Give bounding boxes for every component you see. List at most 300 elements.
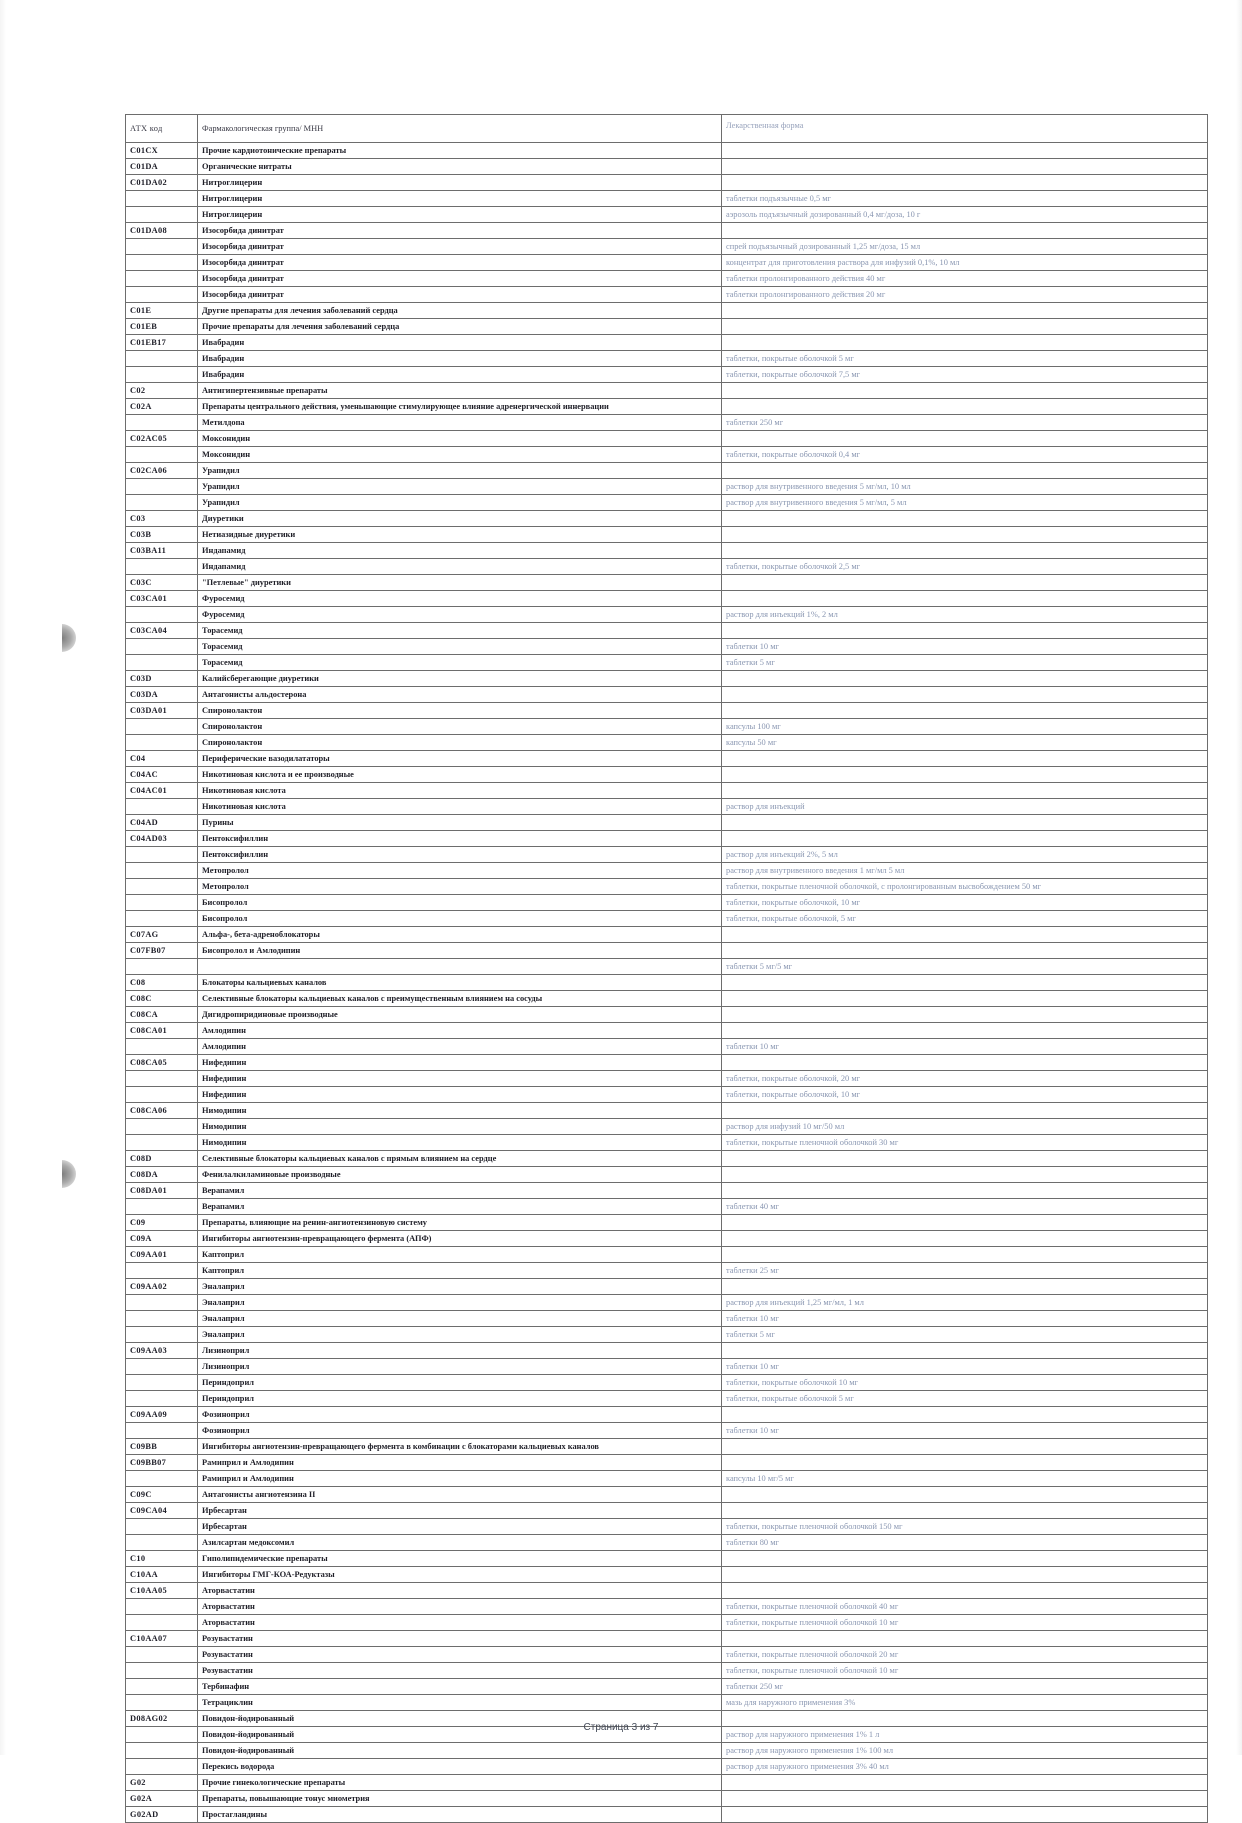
drug-name-cell: Фуросемид [198, 607, 722, 623]
drug-name-cell: Спиронолактон [198, 703, 722, 719]
drug-name-cell: Эналаприл [198, 1279, 722, 1295]
drug-name-cell: Никотиновая кислота [198, 799, 722, 815]
header-dosage-form: Лекарственная форма [722, 115, 1208, 143]
table-row [126, 399, 1208, 415]
drug-name-cell: Изосорбида динитрат [198, 287, 722, 303]
dosage-form-cell [722, 1055, 1208, 1071]
atc-code-cell: C08C [126, 991, 198, 1007]
drug-name-cell: Азилсартан медоксомил [198, 1535, 722, 1551]
atc-code-cell [126, 287, 198, 303]
drug-name-cell: Перекись водорода [198, 1759, 722, 1775]
table-row [126, 1311, 1208, 1327]
table-row [126, 191, 1208, 207]
dosage-form-cell: таблетки 10 мг [722, 1359, 1208, 1375]
atc-code-cell: C10AA05 [126, 1583, 198, 1599]
table-row [126, 1695, 1208, 1711]
table-row [126, 447, 1208, 463]
table-row [126, 1167, 1208, 1183]
dosage-form-cell [722, 1775, 1208, 1791]
table-row [126, 1631, 1208, 1647]
drug-name-cell: Изосорбида динитрат [198, 255, 722, 271]
atc-code-cell [126, 1695, 198, 1711]
dosage-form-cell [722, 831, 1208, 847]
dosage-form-cell: таблетки 25 мг [722, 1263, 1208, 1279]
table-row [126, 511, 1208, 527]
dosage-form-cell: таблетки, покрытые оболочкой, 10 мг [722, 895, 1208, 911]
dosage-form-cell: раствор для инъекций 2%, 5 мл [722, 847, 1208, 863]
table-row [126, 1199, 1208, 1215]
table-row [126, 495, 1208, 511]
dosage-form-cell: таблетки, покрытые пленочной оболочкой 10 мг [722, 1663, 1208, 1679]
dosage-form-cell: раствор для инъекций [722, 799, 1208, 815]
atc-code-cell [126, 1599, 198, 1615]
drug-name-cell: Нимодипин [198, 1103, 722, 1119]
dosage-form-cell [722, 1103, 1208, 1119]
atc-code-cell [126, 1119, 198, 1135]
dosage-form-cell [722, 975, 1208, 991]
dosage-form-cell [722, 687, 1208, 703]
atc-code-cell: C01CX [126, 143, 198, 159]
atc-code-cell [126, 639, 198, 655]
atc-code-cell: C10AA [126, 1567, 198, 1583]
dosage-form-cell: мазь для наружного применения 3% [722, 1695, 1208, 1711]
drug-name-cell: Розувастатин [198, 1647, 722, 1663]
table-row [126, 367, 1208, 383]
dosage-form-cell: спрей подъязычный дозированный 1,25 мг/доза, 15 мл [722, 239, 1208, 255]
table-row [126, 207, 1208, 223]
drug-name-cell: Пентоксифиллин [198, 847, 722, 863]
table-row [126, 1807, 1208, 1823]
atc-code-cell: G02A [126, 1791, 198, 1807]
dosage-form-cell: раствор для наружного применения 1% 100 мл [722, 1743, 1208, 1759]
atc-code-cell [126, 1071, 198, 1087]
atc-code-cell: C09AA09 [126, 1407, 198, 1423]
page-number: Страница 3 из 7 [583, 1722, 659, 1733]
dosage-form-cell [722, 1407, 1208, 1423]
table-row [126, 1551, 1208, 1567]
table-row [126, 1263, 1208, 1279]
dosage-form-cell: раствор для инъекций 1%, 2 мл [722, 607, 1208, 623]
drug-name-cell: Нифедипин [198, 1071, 722, 1087]
dosage-form-cell [722, 1183, 1208, 1199]
dosage-form-cell: капсулы 100 мг [722, 719, 1208, 735]
table-row [126, 1231, 1208, 1247]
table-row [126, 735, 1208, 751]
table-header-row [126, 115, 1208, 143]
drug-name-cell: Пентоксифиллин [198, 831, 722, 847]
dosage-form-cell: таблетки, покрытые оболочкой 5 мг [722, 1391, 1208, 1407]
atc-code-cell [126, 879, 198, 895]
atc-code-cell: C07FB07 [126, 943, 198, 959]
table-row [126, 799, 1208, 815]
dosage-form-cell: таблетки 10 мг [722, 1311, 1208, 1327]
dosage-form-cell: таблетки 10 мг [722, 639, 1208, 655]
drug-name-cell: Урапидил [198, 479, 722, 495]
dosage-form-cell [722, 1151, 1208, 1167]
drug-name-cell: Периферические вазодилататоры [198, 751, 722, 767]
header-pharmacological-group: Фармакологическая группа/ МНН [198, 115, 722, 143]
atc-code-cell: C09AA03 [126, 1343, 198, 1359]
atc-code-cell [126, 607, 198, 623]
drug-name-cell: Аторвастатин [198, 1599, 722, 1615]
dosage-form-cell [722, 575, 1208, 591]
dosage-form-cell: таблетки, покрытые пленочной оболочкой, с пролонгированным высвобождением 50 мг [722, 879, 1208, 895]
atc-code-cell: C01DA08 [126, 223, 198, 239]
drug-name-cell: Розувастатин [198, 1663, 722, 1679]
atc-code-cell: C09C [126, 1487, 198, 1503]
atc-code-cell: C03 [126, 511, 198, 527]
drug-name-cell: Антагонисты альдостерона [198, 687, 722, 703]
table-row [126, 1327, 1208, 1343]
drug-name-cell: Торасемид [198, 639, 722, 655]
atc-code-cell [126, 911, 198, 927]
dosage-form-cell: раствор для наружного применения 3% 40 мл [722, 1759, 1208, 1775]
dosage-form-cell [722, 591, 1208, 607]
header-atc-code: АТХ код [126, 115, 198, 143]
dosage-form-cell [722, 671, 1208, 687]
atc-code-cell [126, 1327, 198, 1343]
dosage-form-cell: таблетки, покрытые оболочкой 10 мг [722, 1375, 1208, 1391]
drug-name-cell: Спиронолактон [198, 719, 722, 735]
table-row [126, 271, 1208, 287]
drug-name-cell: Рамиприл и Амлодипин [198, 1471, 722, 1487]
drug-name-cell: Ирбесартан [198, 1519, 722, 1535]
table-row [126, 1391, 1208, 1407]
dosage-form-cell [722, 1631, 1208, 1647]
atc-code-cell [126, 1519, 198, 1535]
atc-code-cell: C03C [126, 575, 198, 591]
table-row [126, 1215, 1208, 1231]
table-row [126, 607, 1208, 623]
atc-code-cell [126, 207, 198, 223]
table-row [126, 463, 1208, 479]
table-row [126, 255, 1208, 271]
dosage-form-cell [722, 303, 1208, 319]
dosage-form-cell: раствор для внутривенного введения 5 мг/мл, 10 мл [722, 479, 1208, 495]
table-row [126, 1775, 1208, 1791]
atc-code-cell [126, 1359, 198, 1375]
table-row [126, 1119, 1208, 1135]
drug-name-cell: Тербинафин [198, 1679, 722, 1695]
atc-code-cell [126, 1135, 198, 1151]
table-row [126, 1455, 1208, 1471]
atc-code-cell [126, 239, 198, 255]
dosage-form-cell: таблетки 5 мг [722, 655, 1208, 671]
atc-code-cell: C10 [126, 1551, 198, 1567]
dosage-form-cell: таблетки, покрытые оболочкой 5 мг [722, 351, 1208, 367]
atc-code-cell [126, 447, 198, 463]
table-row [126, 687, 1208, 703]
drug-name-cell: Периндоприл [198, 1391, 722, 1407]
atc-code-cell [126, 1295, 198, 1311]
atc-code-cell: C08CA06 [126, 1103, 198, 1119]
table-row [126, 623, 1208, 639]
table-row [126, 1759, 1208, 1775]
table-row [126, 1295, 1208, 1311]
table-row [126, 527, 1208, 543]
table-row [126, 703, 1208, 719]
dosage-form-cell: таблетки 250 мг [722, 415, 1208, 431]
table-row [126, 543, 1208, 559]
drug-name-cell: Изосорбида динитрат [198, 223, 722, 239]
dosage-form-cell [722, 175, 1208, 191]
atc-code-cell [126, 1759, 198, 1775]
drug-name-cell: Индапамид [198, 559, 722, 575]
table-row [126, 1615, 1208, 1631]
atc-code-cell: C04AD03 [126, 831, 198, 847]
atc-code-cell [126, 415, 198, 431]
atc-code-cell: C03DA [126, 687, 198, 703]
atc-code-cell: C08D [126, 1151, 198, 1167]
table-row [126, 1103, 1208, 1119]
drug-name-cell: Селективные блокаторы кальциевых каналов с прямым влиянием на сердце [198, 1151, 722, 1167]
dosage-form-cell: таблетки, покрытые пленочной оболочкой 40 мг [722, 1599, 1208, 1615]
drug-name-cell: Верапамил [198, 1199, 722, 1215]
table-row [126, 959, 1208, 975]
table-row [126, 591, 1208, 607]
table-row [126, 1055, 1208, 1071]
dosage-form-cell [722, 783, 1208, 799]
table-row [126, 847, 1208, 863]
table-row [126, 1535, 1208, 1551]
atc-code-cell: C03CA01 [126, 591, 198, 607]
table-row [126, 655, 1208, 671]
dosage-form-cell [722, 383, 1208, 399]
atc-code-cell: C10AA07 [126, 1631, 198, 1647]
table-row [126, 943, 1208, 959]
table-row [126, 175, 1208, 191]
atc-code-cell [126, 1615, 198, 1631]
dosage-form-cell: таблетки, покрытые пленочной оболочкой 150 мг [722, 1519, 1208, 1535]
table-row [126, 1567, 1208, 1583]
drug-name-cell: Повидон-йодированный [198, 1743, 722, 1759]
atc-code-cell [126, 735, 198, 751]
atc-code-cell: C01E [126, 303, 198, 319]
drug-name-cell: Ингибиторы ангиотензин-превращающего фермента (АПФ) [198, 1231, 722, 1247]
drug-name-cell: Альфа-, бета-адреноблокаторы [198, 927, 722, 943]
table-row [126, 1375, 1208, 1391]
drug-name-cell: Аторвастатин [198, 1615, 722, 1631]
table-row [126, 1343, 1208, 1359]
drug-name-cell: Органические нитраты [198, 159, 722, 175]
atc-code-cell [126, 1199, 198, 1215]
atc-code-cell: C03CA04 [126, 623, 198, 639]
atc-code-cell: C08DA [126, 1167, 198, 1183]
table-row [126, 143, 1208, 159]
dosage-form-cell [722, 1791, 1208, 1807]
dosage-form-cell: раствор для инфузий 10 мг/50 мл [722, 1119, 1208, 1135]
table-row [126, 879, 1208, 895]
drug-name-cell: Прочие гинекологические препараты [198, 1775, 722, 1791]
atc-code-cell: C04AC [126, 767, 198, 783]
drug-name-cell: Нитроглицерин [198, 191, 722, 207]
drug-name-cell: Амлодипин [198, 1039, 722, 1055]
drug-name-cell: Амлодипин [198, 1023, 722, 1039]
drug-name-cell: Ивабрадин [198, 367, 722, 383]
drug-name-cell: Бисопролол и Амлодипин [198, 943, 722, 959]
drug-name-cell: Никотиновая кислота [198, 783, 722, 799]
dosage-form-cell: таблетки, покрытые оболочкой 7,5 мг [722, 367, 1208, 383]
dosage-form-cell: аэрозоль подъязычный дозированный 0,4 мг/доза, 10 г [722, 207, 1208, 223]
drug-name-cell: "Петлевые" диуретики [198, 575, 722, 591]
dosage-form-cell: таблетки пролонгированного действия 20 мг [722, 287, 1208, 303]
drug-name-cell: Метопролол [198, 879, 722, 895]
atc-code-cell [126, 191, 198, 207]
table-row [126, 415, 1208, 431]
table-row [126, 1743, 1208, 1759]
dosage-form-cell [722, 1231, 1208, 1247]
dosage-form-cell [722, 751, 1208, 767]
table-row [126, 1407, 1208, 1423]
dosage-form-cell [722, 1439, 1208, 1455]
drug-name-cell [198, 959, 722, 975]
dosage-form-cell: таблетки, покрытые оболочкой, 10 мг [722, 1087, 1208, 1103]
dosage-form-cell: таблетки 5 мг [722, 1327, 1208, 1343]
dosage-form-cell [722, 1343, 1208, 1359]
table-row [126, 863, 1208, 879]
drug-name-cell: Периндоприл [198, 1375, 722, 1391]
table-row [126, 1471, 1208, 1487]
dosage-form-cell: раствор для внутривенного введения 1 мг/мл 5 мл [722, 863, 1208, 879]
dosage-form-cell [722, 1167, 1208, 1183]
table-row [126, 815, 1208, 831]
atc-code-cell: C09AA02 [126, 1279, 198, 1295]
atc-code-cell: C09CA04 [126, 1503, 198, 1519]
table-row [126, 1135, 1208, 1151]
atc-code-cell [126, 1263, 198, 1279]
table-row [126, 783, 1208, 799]
drug-name-cell: Ивабрадин [198, 335, 722, 351]
dosage-form-cell [722, 943, 1208, 959]
atc-code-cell [126, 1087, 198, 1103]
atc-code-cell: C02AC05 [126, 431, 198, 447]
table-row [126, 1487, 1208, 1503]
drug-name-cell: Нимодипин [198, 1135, 722, 1151]
dosage-form-cell: таблетки пролонгированного действия 40 мг [722, 271, 1208, 287]
table-row [126, 223, 1208, 239]
drug-name-cell: Торасемид [198, 655, 722, 671]
dosage-form-cell [722, 815, 1208, 831]
drug-name-cell: Эналаприл [198, 1311, 722, 1327]
atc-code-cell [126, 1679, 198, 1695]
drug-name-cell: Эналаприл [198, 1327, 722, 1343]
dosage-form-cell [722, 927, 1208, 943]
table-row [126, 639, 1208, 655]
drug-name-cell: Препараты центрального действия, уменьшающие стимулирующее влияние адренергической иннервации [198, 399, 722, 415]
atc-code-cell: C09A [126, 1231, 198, 1247]
drug-name-cell: Аторвастатин [198, 1583, 722, 1599]
atc-code-cell: C09 [126, 1215, 198, 1231]
dosage-form-cell [722, 703, 1208, 719]
atc-code-cell [126, 847, 198, 863]
dosage-form-cell [722, 223, 1208, 239]
atc-code-cell [126, 1647, 198, 1663]
drug-name-cell: Простагландины [198, 1807, 722, 1823]
drug-name-cell: Рамиприл и Амлодипин [198, 1455, 722, 1471]
atc-code-cell [126, 1743, 198, 1759]
dosage-form-cell: таблетки 10 мг [722, 1039, 1208, 1055]
atc-code-cell [126, 1535, 198, 1551]
atc-code-cell [126, 1471, 198, 1487]
table-row [126, 1359, 1208, 1375]
dosage-form-cell [722, 527, 1208, 543]
dosage-form-cell: таблетки, покрытые пленочной оболочкой 20 мг [722, 1647, 1208, 1663]
table-row [126, 1087, 1208, 1103]
drug-name-cell: Повидон-йодированный [198, 1711, 722, 1727]
atc-code-cell [126, 895, 198, 911]
drug-name-cell: Блокаторы кальциевых каналов [198, 975, 722, 991]
drug-name-cell: Антигипертензивные препараты [198, 383, 722, 399]
drug-name-cell: Нетиазидные диуретики [198, 527, 722, 543]
table-row [126, 559, 1208, 575]
drug-name-cell: Нитроглицерин [198, 207, 722, 223]
atc-code-cell: C04AD [126, 815, 198, 831]
table-row [126, 1599, 1208, 1615]
table-row [126, 895, 1208, 911]
drug-name-cell: Фенилалкиламиновые производные [198, 1167, 722, 1183]
drug-name-cell: Другие препараты для лечения заболеваний сердца [198, 303, 722, 319]
drug-name-cell: Калийсберегающие диуретики [198, 671, 722, 687]
table-row [126, 1503, 1208, 1519]
dosage-form-cell: таблетки, покрытые оболочкой, 5 мг [722, 911, 1208, 927]
table-row [126, 719, 1208, 735]
atc-code-cell [126, 655, 198, 671]
drug-name-cell: Пурины [198, 815, 722, 831]
dosage-form-cell [722, 1503, 1208, 1519]
drug-name-cell: Розувастатин [198, 1631, 722, 1647]
atc-code-cell: C02CA06 [126, 463, 198, 479]
table-row [126, 351, 1208, 367]
atc-code-cell: C09BB [126, 1439, 198, 1455]
drug-name-cell: Индапамид [198, 543, 722, 559]
table-row [126, 767, 1208, 783]
drug-name-cell: Диуретики [198, 511, 722, 527]
table-row [126, 319, 1208, 335]
atc-code-cell: C08 [126, 975, 198, 991]
atc-code-cell [126, 479, 198, 495]
table-row [126, 1791, 1208, 1807]
table-row [126, 1679, 1208, 1695]
atc-code-cell [126, 719, 198, 735]
dosage-form-cell [722, 1583, 1208, 1599]
drug-name-cell: Нифедипин [198, 1087, 722, 1103]
dosage-form-cell [722, 319, 1208, 335]
dosage-form-cell [722, 399, 1208, 415]
table-row [126, 1279, 1208, 1295]
drug-name-cell: Нитроглицерин [198, 175, 722, 191]
table-row [126, 159, 1208, 175]
dosage-form-cell [722, 1279, 1208, 1295]
dosage-form-cell [722, 159, 1208, 175]
table-row [126, 991, 1208, 1007]
table-row [126, 975, 1208, 991]
table-row [126, 479, 1208, 495]
drug-name-cell: Дигидропиридиновые производные [198, 1007, 722, 1023]
drug-name-cell: Прочие кардиотонические препараты [198, 143, 722, 159]
dosage-form-cell [722, 1215, 1208, 1231]
atc-code-cell: C01EB17 [126, 335, 198, 351]
drug-name-cell: Нифедипин [198, 1055, 722, 1071]
atc-code-cell [126, 799, 198, 815]
atc-code-cell [126, 1375, 198, 1391]
atc-code-cell [126, 495, 198, 511]
table-row [126, 1183, 1208, 1199]
dosage-form-cell [722, 1455, 1208, 1471]
medication-table [125, 114, 1208, 1823]
table-row [126, 1039, 1208, 1055]
atc-code-cell: G02AD [126, 1807, 198, 1823]
drug-name-cell: Бисопролол [198, 895, 722, 911]
